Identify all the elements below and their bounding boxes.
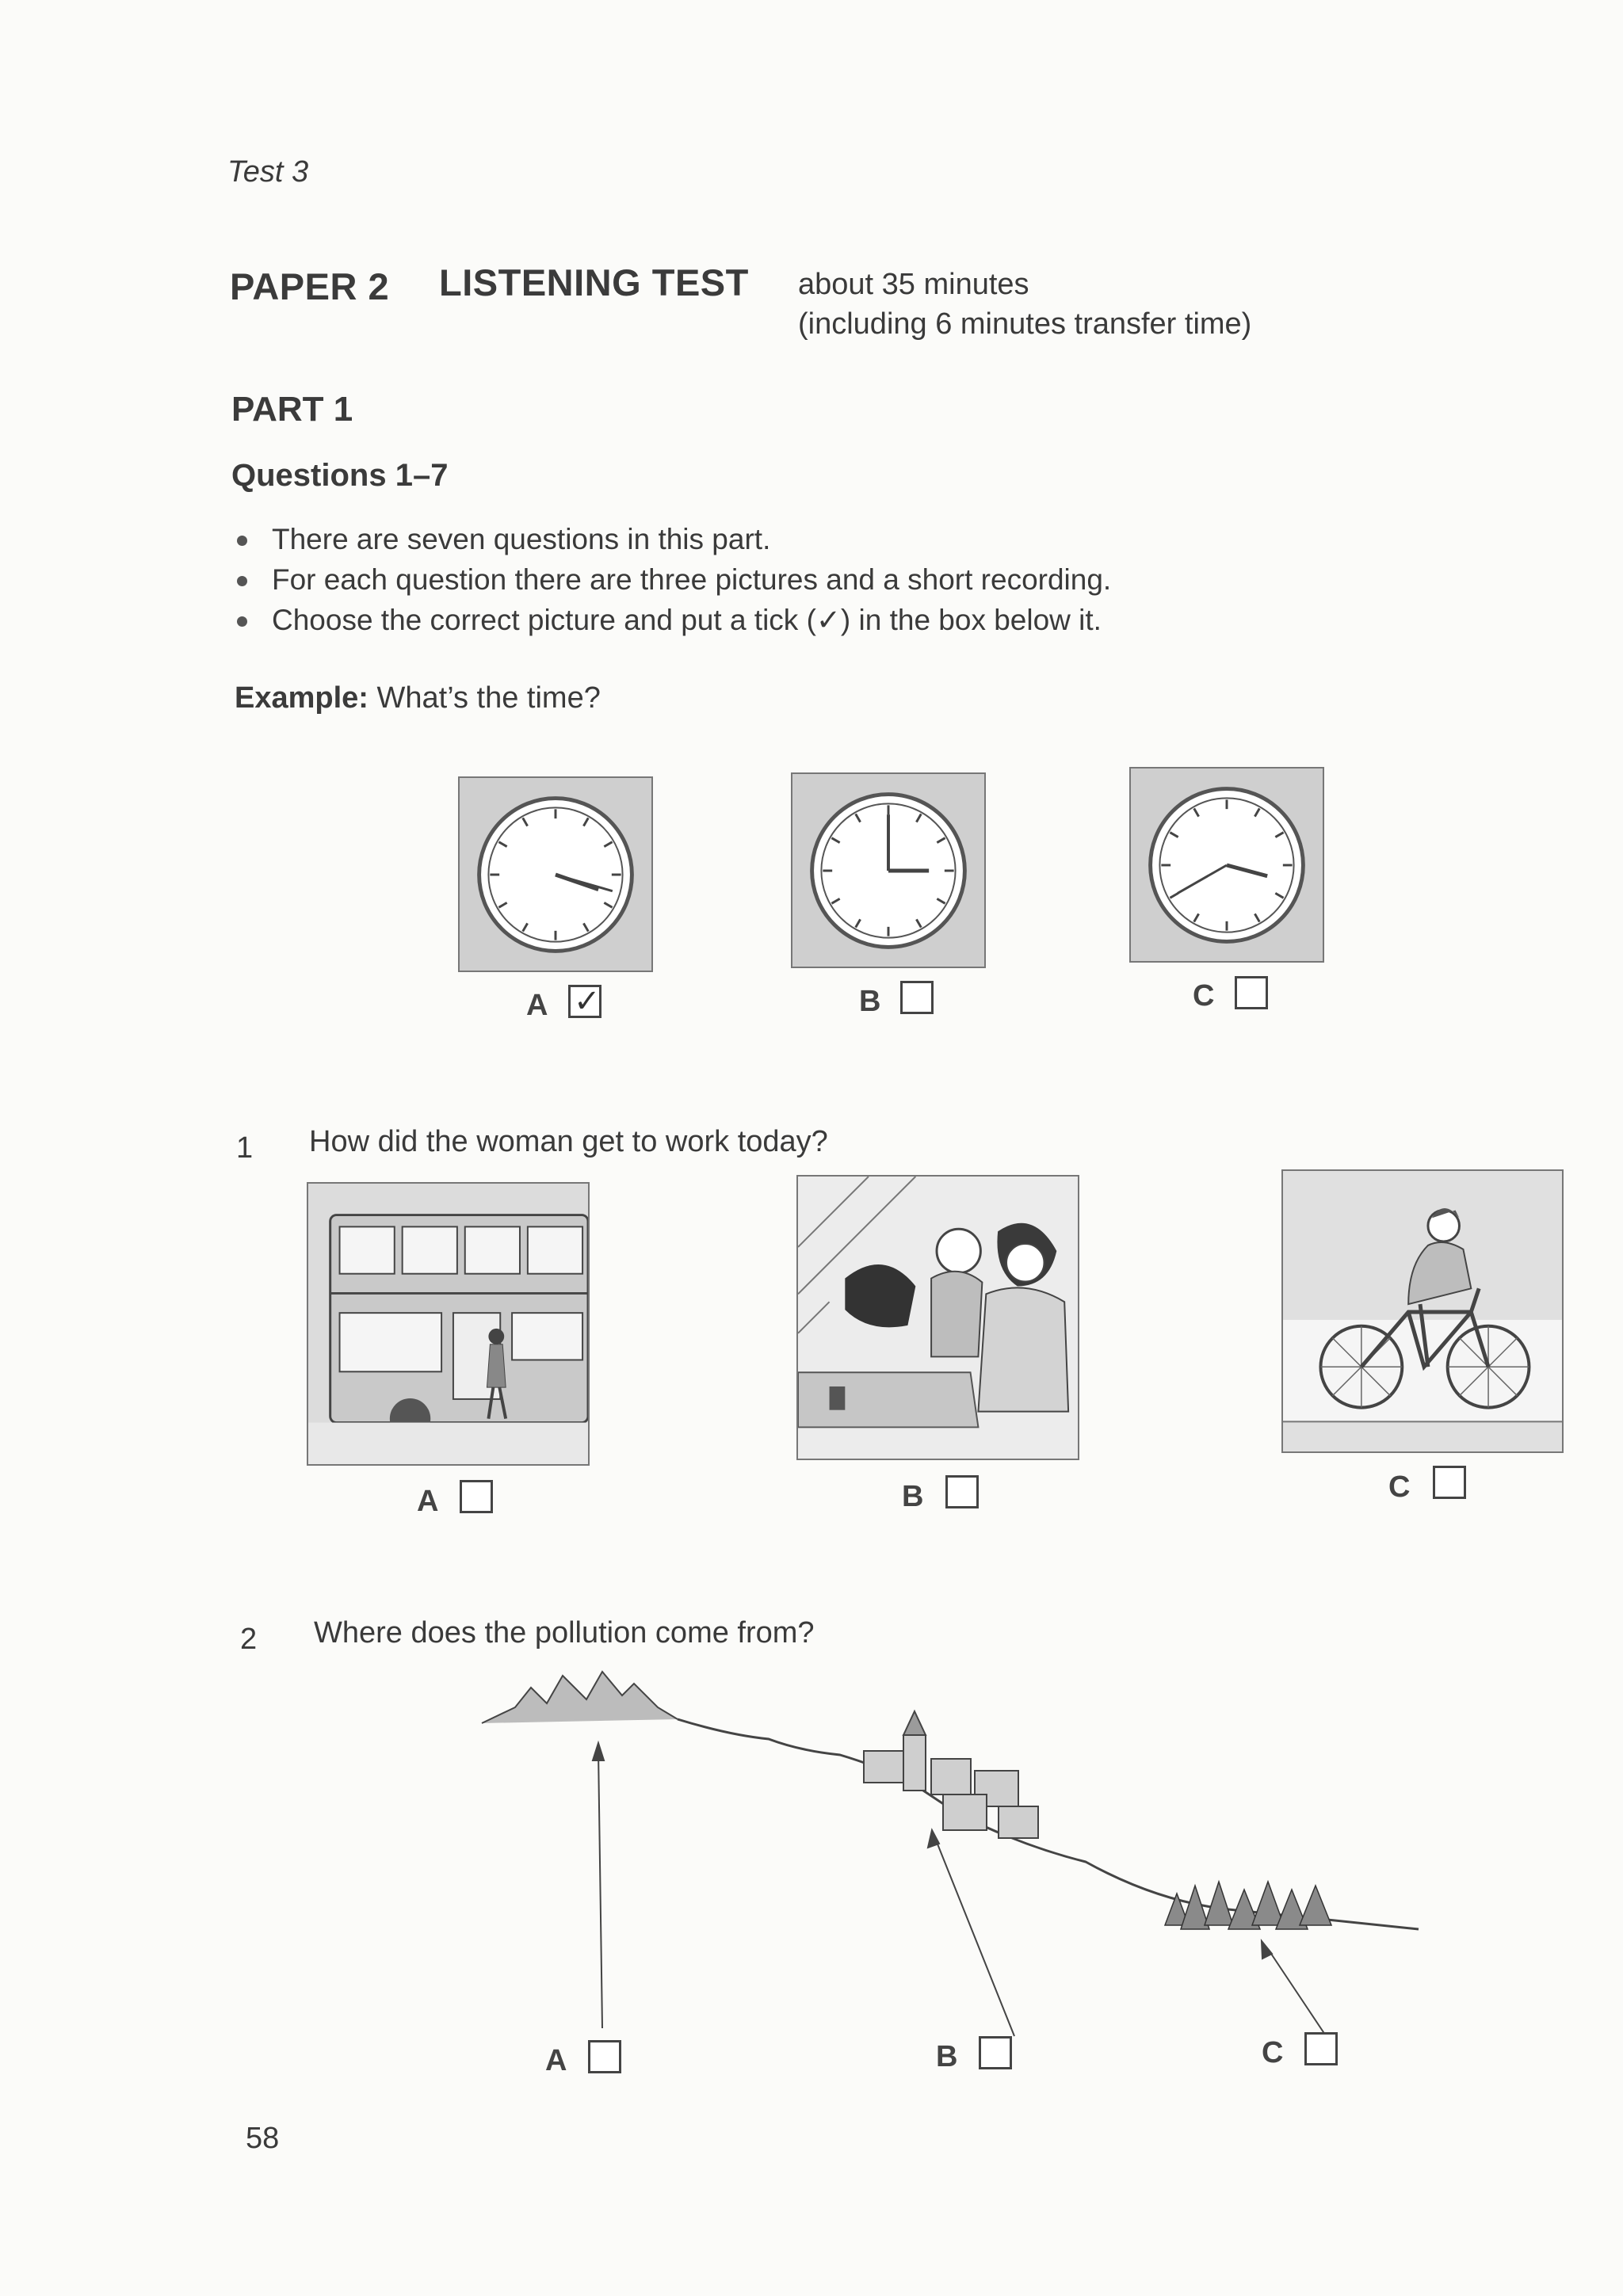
question-2-text: Where does the pollution come from? <box>314 1616 815 1650</box>
page-number: 58 <box>246 2122 280 2155</box>
part-heading: PART 1 <box>231 390 353 429</box>
example-question-text: What’s the time? <box>376 681 601 715</box>
paper-label: PAPER 2 <box>230 265 390 307</box>
clock-picture-c <box>1129 767 1324 963</box>
questions-range: Questions 1–7 <box>231 458 449 493</box>
question-1-checkbox-b[interactable] <box>945 1475 979 1508</box>
bicycle-picture <box>1281 1169 1564 1453</box>
instructions-list <box>235 519 1111 640</box>
instruction-item: Choose the correct picture and put a tick (✓) in the box below it. <box>235 600 1111 640</box>
tick-mark: ✓ <box>574 984 601 1019</box>
instruction-item: There are seven questions in this part. <box>235 519 1111 559</box>
example-checkbox-b[interactable] <box>900 981 934 1014</box>
example-checkbox-a[interactable] <box>568 985 601 1018</box>
bus-icon <box>308 1184 588 1464</box>
option-c-label: C <box>1262 2036 1284 2069</box>
clock-icon <box>792 774 984 967</box>
clock-icon <box>460 778 651 971</box>
arrow-a <box>598 1751 602 2028</box>
option-c-label: C <box>1388 1470 1411 1504</box>
duration-line-1: about 35 minutes <box>798 268 1029 301</box>
forest-icon <box>1165 1882 1331 1929</box>
test-name: LISTENING TEST <box>439 261 749 303</box>
question-2-checkbox-b[interactable] <box>979 2036 1012 2069</box>
option-c-label: C <box>1193 979 1215 1013</box>
town-icon <box>864 1711 1038 1838</box>
mountains-icon <box>482 1672 678 1723</box>
clock-picture-b <box>791 772 986 968</box>
example-question <box>235 681 601 715</box>
option-b-label: B <box>902 1480 924 1513</box>
arrow-b <box>935 1838 1014 2036</box>
option-b-label: B <box>859 985 881 1018</box>
clock-picture-a <box>458 776 653 972</box>
example-checkbox-c[interactable] <box>1235 976 1268 1009</box>
question-1-checkbox-a[interactable] <box>460 1480 493 1513</box>
option-a-label: A <box>417 1485 439 1518</box>
clock-icon <box>1131 769 1323 961</box>
duration-line-2: (including 6 minutes transfer time) <box>798 307 1252 341</box>
question-2-checkbox-c[interactable] <box>1304 2032 1338 2065</box>
example-label: Example: <box>235 681 369 715</box>
option-a-label: A <box>526 989 548 1022</box>
arrow-c <box>1268 1949 1331 2044</box>
car-picture <box>796 1175 1079 1460</box>
test-label: Test 3 <box>227 155 309 189</box>
duration-info <box>798 265 1251 344</box>
option-a-label: A <box>545 2044 567 2077</box>
instruction-item: For each question there are three pictures and a short recording. <box>235 559 1111 600</box>
question-1-number: 1 <box>236 1131 254 1165</box>
question-2-number: 2 <box>240 1623 258 1656</box>
question-1-checkbox-c[interactable] <box>1433 1466 1466 1499</box>
question-1-text: How did the woman get to work today? <box>309 1125 828 1158</box>
bus-picture <box>307 1182 590 1466</box>
question-2-checkbox-a[interactable] <box>588 2040 621 2073</box>
hillside-line <box>678 1719 1419 1929</box>
option-b-label: B <box>936 2040 958 2073</box>
car-icon <box>798 1177 1078 1459</box>
bicycle-icon <box>1283 1171 1562 1451</box>
